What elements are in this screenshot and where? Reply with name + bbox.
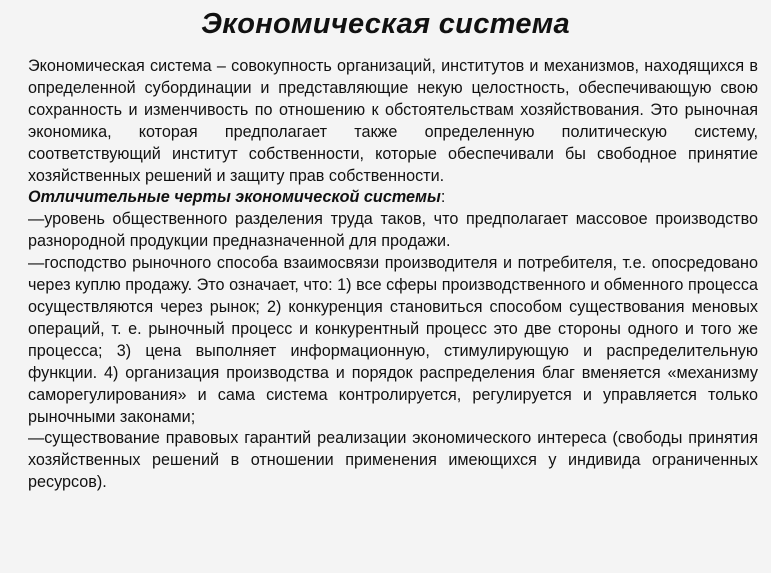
- slide-body: [28, 56, 758, 494]
- features-heading-line: [28, 187, 758, 209]
- definition-paragraph: Экономическая система – совокупность организаций, институтов и механизмов, находящихся в определенной субординации и представляющие некую целостность, обеспечивающую свою сохранность и изменчивость по отношению к обстоятельствам хозяйствования. Это рыночная экономика, которая предполагает также определенную политическую систему, соответствующий институт собственности, которые обеспечивали бы свободное принятие хозяйственных решений и защиту прав собственности.: [28, 57, 758, 185]
- page-title: Экономическая система: [201, 8, 570, 40]
- feature-item-1: —уровень общественного разделения труда таков, что предполагает массовое производство разнородной продукции предназначенной для продажи.: [28, 210, 758, 251]
- features-heading: Отличительные черты экономической системы: [28, 188, 441, 207]
- feature-item-2: —господство рыночного способа взаимосвязи производителя и потребителя, т.е. опосредовано через куплю продажу. Это означает, что: 1) все сферы производственного и обменного процесса осуществляются через рынок; 2) конкуренция становиться способом существования меновых операций, т. е. рыночный процесс и конкурентный процесс это две стороны одного и того же процесса; 3) цена выполняет информационную, стимулирующую и распределительную функции. 4) организация производства и порядок распределения благ вменяется «механизму саморегулирования» и сама система контролируется, регулируется и управляется только рыночными законами;: [28, 254, 758, 426]
- feature-item-3: —существование правовых гарантий реализации экономического интереса (свободы принятия хозяйственных решений в отношении применения имеющихся у индивида ограниченных ресурсов).: [28, 429, 758, 492]
- features-colon: :: [440, 188, 446, 207]
